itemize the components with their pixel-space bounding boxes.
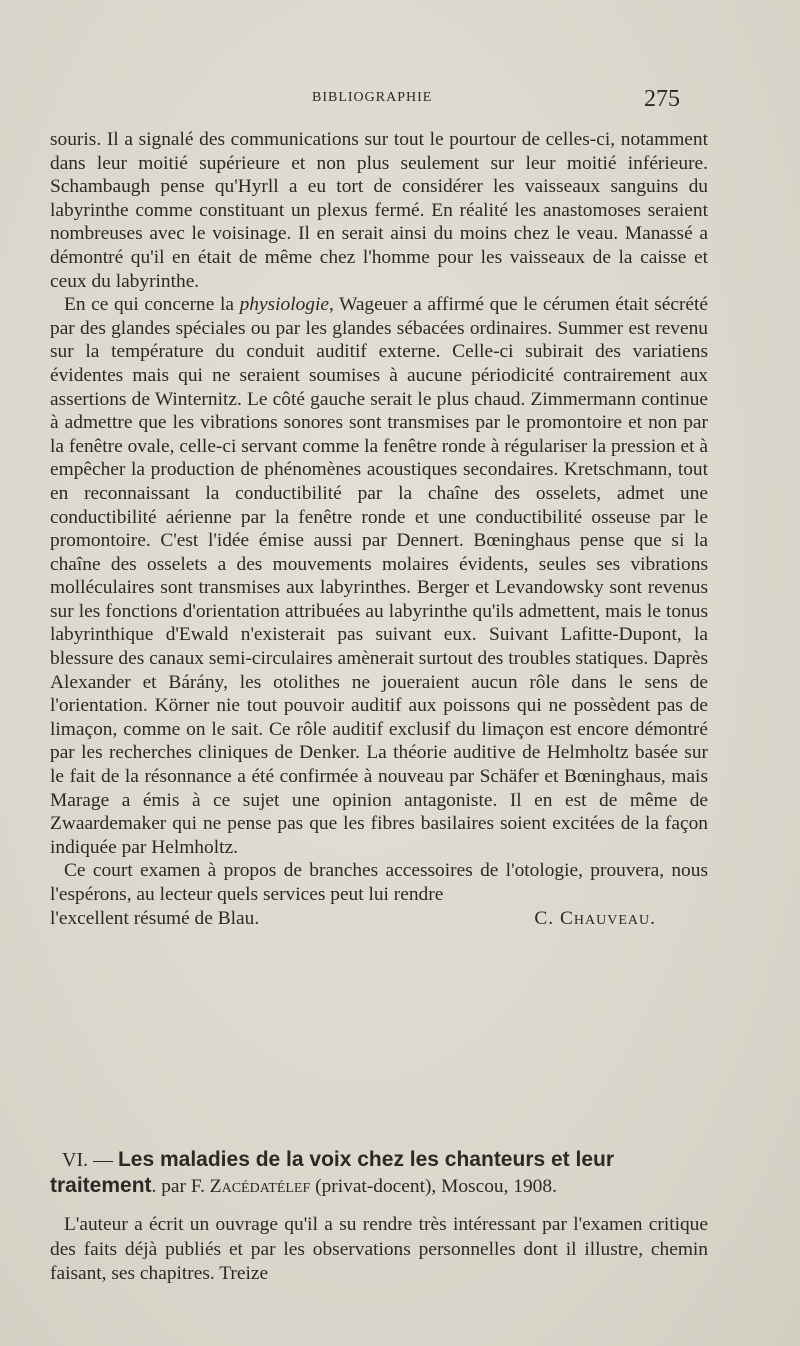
section-title: Les maladies de la voix chez les chanteurs et leur traitement: [50, 1148, 615, 1197]
paragraph-conclusion: [50, 859, 708, 906]
physiology-term: physiologie: [239, 294, 329, 316]
page-number: 275: [644, 86, 680, 112]
running-title: BIBLIOGRAPHIE: [312, 90, 433, 105]
signature-line: [50, 907, 708, 931]
review-signature: C. Chauveau.: [534, 907, 656, 929]
section-author-prefix: . par F.: [151, 1175, 210, 1197]
paragraph-conclusion-last-line: l'excellent résumé de Blau.: [50, 907, 260, 929]
section-number: VI. —: [62, 1149, 114, 1171]
section-vi: [50, 1148, 708, 1287]
section-author: Zacédatélef: [209, 1175, 311, 1197]
review-body: [50, 128, 708, 930]
paragraph-anatomy: souris. Il a signalé des communications sur tout le pourtour de celles-ci, notamment dans leur moitié supérieure et non plus seulement sur leur moitié inférieure. Schambaugh pense qu'Hyrll a eu tort de considérer les vaisseaux sanguins du labyrinthe comme constituant un plexus fermé. En réalité les anastomoses seraient nombreuses avec le voisinage. Il en serait ainsi du moins chez le veau. Manassé a démontré qu'il en était de même chez l'homme pour les vaisseaux de la caisse et ceux du labyrinthe.: [50, 129, 708, 292]
paragraph-physiology-intro: En ce qui concerne la: [64, 294, 240, 316]
section-vi-body: L'auteur a écrit un ouvrage qu'il a su rendre très intéressant par l'examen critique des faits déjà publiés et par les observations personnelles dont il illustre, chemin faisant, ses chapitres. Treize: [50, 1214, 708, 1285]
paragraph-conclusion-text: Ce court examen à propos de branches accessoires de l'otologie, prouvera, nous l'espérons, au lecteur quels services peut lui rendre: [50, 860, 708, 905]
section-vi-heading: [50, 1148, 708, 1199]
paragraph-physiology-text: , Wageuer a affirmé que le cérumen était sécrété par des glandes spéciales ou par les glandes sébacées ordinaires. Summer est revenu sur la température du conduit auditif externe. Celle-ci subirait des variatiens évidentes mais qui ne seraient soumises à aucune périodicité contrairement aux assertions de Winternitz. Le côté gauche serait le plus chaud. Zimmermann continue à admettre que les vibrations sonores sont transmises par le promontoire et non par la fenêtre ovale, celle-ci servant comme la fenêtre ronde à régulariser la pression et à empêcher la production de phénomènes acoustiques secondaires. Kretschmann, tout en reconnaissant la conductibilité par la chaîne des osselets, admet une conductibilité aérienne par la fenêtre ronde et une conductibilité osseuse par le promontoire. C'est l'idée émise aussi par Dennert. Bœninghaus pense que si la chaîne des osselets a des mouvements molaires évidents, seules ses vibrations molléculaires sont transmises aux labyrinthes. Berger et Levandowsky sont revenus sur les fonctions d'orientation attribuées au labyrinthe qu'ils admettent, mais le tonus labyrinthique d'Ewald n'existerait pas suivant eux. Suivant Lafitte-Dupont, la blessure des canaux semi-circulaires amènerait surtout des troubles statiques. Daprès Alexander et Bárány, les otolithes ne joueraient aucun rôle dans le sens de l'orientation. Körner nie tout pouvoir auditif aux poissons qui ne possèdent pas de limaçon, comme on le sait. Ce rôle auditif exclusif du limaçon est encore démontré par les recherches cliniques de Denker. La théorie auditive de Helmholtz basée sur le fait de la résonnance a été confirmée à nouveau par Schäfer et Bœninghaus, mais Marage a émis à ce sujet une opinion antagoniste. Il en est de même de Zwaardemaker qui ne pense pas que les fibres basilaires soient excitées de la façon indiquée par Helmholtz.: [50, 294, 709, 858]
section-author-suffix: (privat-docent), Moscou, 1908.: [310, 1175, 557, 1197]
paragraph-physiology: [50, 293, 708, 859]
page-header: [0, 86, 800, 116]
